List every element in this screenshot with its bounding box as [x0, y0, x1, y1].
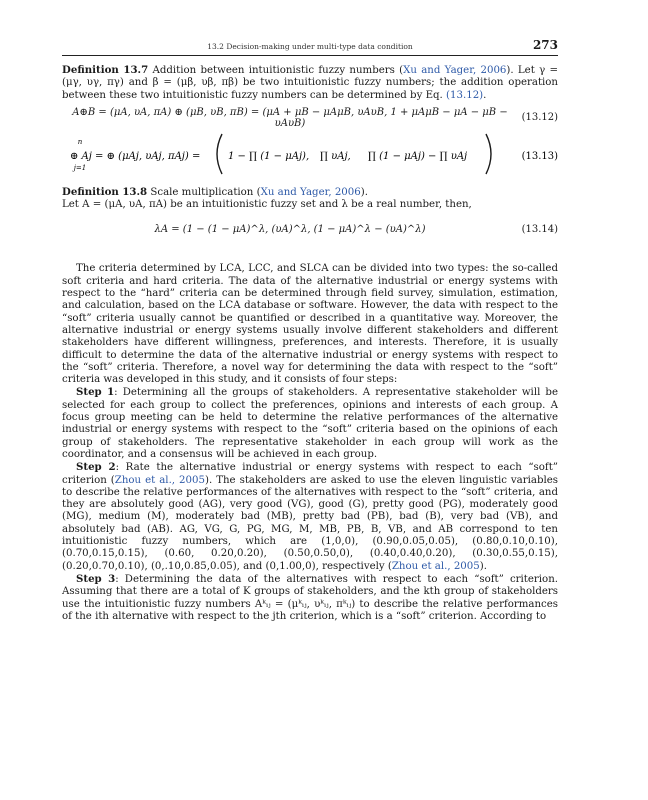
- eq-upper-limit: n: [77, 137, 83, 146]
- paragraph-soft-hard-criteria: The criteria determined by LCA, LCC, and SLCA can be divided into two types: the so-called soft criteria and hard criteria. The data of the alternative industrial or energy systems with respect to the “hard” criteria can be determined through field survey, simulation, estimation, and calculation, based on the LCA database or software. However, the data with respect to the “soft” criteria usually cannot be quantified or described in a quantitative way. Moreover, the alternative industrial or energy systems usually involve different stakeholders and different stakeholders have different willingness, preferences, and interests. Therefore, it is usually difficult to determine the data of the alternative industrial or energy systems with respect to the “soft” criteria. Therefore, a novel way for determining the data with respect to the “soft” criteria was developed in this study, and it consists of four steps:: [62, 263, 558, 386]
- step-2-text-b: ). The stakeholders are asked to use the eleven linguistic variables to describe the relative performances of the alternatives with respect to the “soft” criteria, and they are absolutely good (AG), very good (VG), good (G), pretty good (PG), moderately good (MG), medium (M), moderately bad (MB), pretty bad (PB), bad (B), very bad (VB), and absolutely bad (AB). AG, VG, G, PG, MG, M, MB, PB, B, VB, and AB correspond to ten intuitionistic fuzzy numbers, which are (1,0,0), (0.90,0.05,0.05), (0.80,0.10,0.10), (0.70,0.15,0.15), (0.60, 0.20,0.20), (0.50,0.50,0), (0.40,0.40,0.20), (0.30,0.55,0.15), (0.20,0.70,0.10), (0,.10,0.85,0.05), and (0,1.00,0), respectively (: [62, 474, 558, 572]
- step-1-text: : Determining all the groups of stakeholders. A representative stakeholder will be selected for each group to collect the preferences, opinions and interests of each group. A focus group meeting can be held to determine the relative performances of the alternative industrial or energy systems with respect to the “soft” criteria based on the opinions of each group of stakeholders. The representative stakeholder in each group will work as the coordinator, and a consensus will be achieved in each group.: [62, 387, 558, 460]
- definition-13-8-title: Scale multiplication: [150, 186, 254, 198]
- definition-13-8-label: Definition 13.8: [62, 185, 148, 198]
- equation-13-12-number: (13.12): [521, 112, 558, 124]
- paragraph-step-2: [62, 461, 558, 573]
- step-2-text-a: : Rate the alternative industrial or energy systems with respect to each “soft” criterion (: [62, 462, 558, 486]
- left-big-paren: [217, 134, 222, 174]
- definition-13-7-label: Definition 13.7: [62, 64, 149, 76]
- definition-13-7: Definition 13.7 Addition between intuitionistic fuzzy numbers (Xu and Yager, 2006). Let γ = (μγ, υγ, πγ) and β = (μβ, υβ, πβ) be two intuitionistic fuzzy numbers; the addition operation between these two intuitionistic fuzzy numbers can be determined by Eq. (13.12).: [62, 64, 558, 101]
- citation-link[interactable]: Xu and Yager, 2006: [403, 65, 507, 76]
- running-title: 13.2 Decision-making under multi-type data condition: [207, 42, 413, 51]
- equation-13-12-expr: A⊕B = (μA, υA, πA) ⊕ (μB, υB, πB) = (μA + μB − μAμB, υAυB, 1 + μAμB − μA − μB − υAυB): [72, 106, 508, 129]
- paragraph-step-3: [62, 573, 558, 623]
- definition-13-7-title: Addition between intuitionistic fuzzy numbers: [152, 65, 395, 76]
- definition-13-8-text: Let A = (μA, υA, πA) be an intuitionistic fuzzy set and λ be a real number, then,: [62, 199, 472, 211]
- step-1-label: Step 1: [76, 386, 115, 399]
- eq-13-13-term2: ∏ υAj,: [320, 150, 351, 162]
- eq-13-13-term3: ∏ (1 − μAj) − ∏ υAj: [368, 150, 468, 162]
- equation-13-12: [62, 108, 558, 128]
- step-2-text-c: ).: [479, 560, 487, 572]
- equation-13-14-number: (13.14): [521, 223, 558, 235]
- equation-13-13-number: (13.13): [521, 150, 558, 162]
- equation-13-14-expr: λA = (1 − (1 − μA)^λ, (υA)^λ, (1 − μA)^λ − (υA)^λ): [154, 223, 426, 235]
- eq-lower-limit: j=1: [73, 163, 87, 172]
- equation-13-13-figure: [62, 128, 558, 180]
- right-big-paren: [486, 134, 491, 174]
- citation-link[interactable]: Zhou et al., 2005: [391, 560, 480, 572]
- step-2-label: Step 2: [76, 461, 116, 474]
- citation-link[interactable]: Xu and Yager, 2006: [260, 186, 361, 198]
- step-3-label: Step 3: [76, 572, 116, 585]
- header-rule: [62, 55, 558, 56]
- paragraph-step-1: [62, 386, 558, 461]
- page-number: 273: [532, 38, 558, 52]
- equation-13-14: [62, 217, 558, 241]
- equation-13-13: [62, 128, 558, 180]
- definition-13-7-text: Let γ = (μγ, υγ, πγ) and β = (μβ, υβ, πβ) be two intuitionistic fuzzy numbers; the addition operation between these two intuitionistic fuzzy numbers can be determined by Eq.: [62, 65, 558, 101]
- eq-13-13-lhs: ⊕ Aj = ⊕ (μAj, υAj, πAj) =: [70, 150, 201, 162]
- body-text: [62, 263, 558, 623]
- citation-link[interactable]: Zhou et al., 2005: [114, 474, 205, 486]
- definition-13-8: Definition 13.8 Scale multiplication (Xu and Yager, 2006).: [62, 185, 368, 198]
- equation-ref-link[interactable]: (13.12): [446, 89, 484, 101]
- step-3-text: : Determining the data of the alternatives with respect to each “soft” criterion. Assuming that there are a total of K groups of stakeholders, and the kth group of stakeholders use the intuitionistic fuzzy numbers Aᵏᵢⱼ = (μᵏᵢⱼ, υᵏᵢⱼ, πᵏᵢⱼ) to describe the relative performances of the ith alternative with respect to the jth criterion, which is a “soft” criterion. According to: [62, 573, 558, 622]
- eq-13-13-term1: 1 − ∏ (1 − μAj),: [228, 150, 310, 162]
- page-content: [62, 64, 558, 623]
